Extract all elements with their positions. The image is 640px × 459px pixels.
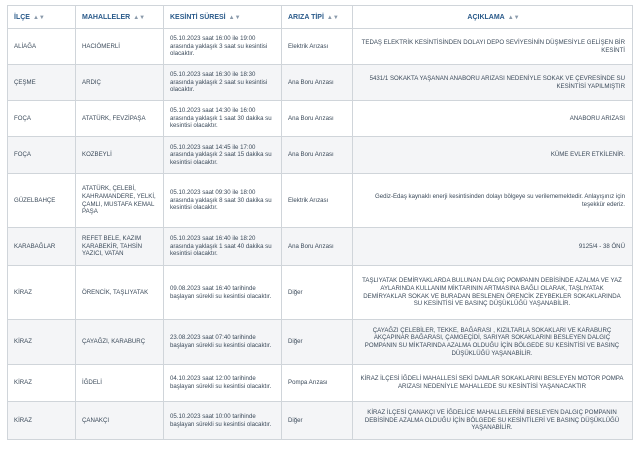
cell-ilce: KİRAZ: [7, 266, 75, 320]
cell-sure: 05.10.2023 saat 10:00 tarihinde başlayan sürekli su kesintisi olacaktır.: [163, 402, 281, 440]
cell-aciklama: TEDAŞ ELEKTRİK KESİNTİSİNDEN DOLAYI DEPO SEVİYESİNİN DÜŞMESİYLE GELİŞEN BİR KESİNTİ: [352, 29, 633, 65]
column-header-ilce[interactable]: İLÇE ▲▼: [7, 5, 75, 29]
cell-mahalle: İĞDELİ: [75, 365, 163, 402]
cell-sure: 05.10.2023 saat 16:40 ile 18:20 arasında yaklaşık 1 saat 40 dakika su kesintisi olacaktır.: [163, 228, 281, 266]
cell-ilce: ALİAĞA: [7, 29, 75, 65]
cell-tip: Ana Boru Arızası: [281, 228, 352, 266]
sort-arrows-icon[interactable]: ▲▼: [133, 14, 146, 21]
cell-tip: Ana Boru Arızası: [281, 65, 352, 101]
sort-arrows-icon[interactable]: ▲▼: [228, 14, 241, 21]
cell-aciklama: TAŞLIYATAK DEMİRYAKLARDA BULUNAN DALGIÇ POMPANIN DEBİSİNDE AZALMA VE YAZ AYLARINDA KULLANIM MİKTARININ ARTMASINA BAĞLI OLARAK, TAŞLIYATAK DEMİRYAKLAR SOKAK VE BURADAN BESLENEN ÖRENCİK ZEYBEKLER SOKAKLARINDA SU KESİNTİSİ VE BASINÇ DÜŞÜKLÜĞÜ YAŞANABİLİR.: [352, 266, 633, 320]
cell-tip: Diğer: [281, 320, 352, 365]
cell-aciklama: 9125/4 - 38 ÖNÜ: [352, 228, 633, 266]
sort-arrows-icon[interactable]: ▲▼: [507, 14, 520, 21]
cell-tip: Diğer: [281, 402, 352, 440]
cell-mahalle: ATATÜRK, FEVZİPAŞA: [75, 101, 163, 137]
cell-sure: 05.10.2023 saat 14:45 ile 17:00 arasında yaklaşık 2 saat 15 dakika su kesintisi olacaktır.: [163, 137, 281, 174]
cell-mahalle: ÖRENCİK, TAŞLIYATAK: [75, 266, 163, 320]
table-row: [7, 29, 633, 65]
cell-aciklama: 5431/1 SOKAKTA YAŞANAN ANABORU ARIZASI NEDENİYLE SOKAK VE ÇEVRESİNDE SU KESİNTİSİ YAPILMIŞTIR: [352, 65, 633, 101]
cell-sure: 05.10.2023 saat 14:30 ile 16:00 arasında yaklaşık 1 saat 30 dakika su kesintisi olacaktır.: [163, 101, 281, 137]
cell-mahalle: KOZBEYLİ: [75, 137, 163, 174]
table-row: [7, 266, 633, 320]
table-row: [7, 137, 633, 174]
cell-ilce: KİRAZ: [7, 402, 75, 440]
cell-sure: 05.10.2023 saat 16:00 ile 19:00 arasında yaklaşık 3 saat su kesintisi olacaktır.: [163, 29, 281, 65]
cell-ilce: KİRAZ: [7, 365, 75, 402]
cell-ilce: KİRAZ: [7, 320, 75, 365]
cell-aciklama: KİRAZ İLÇESİ ÇANAKÇI VE İĞDELİCE MAHALLELERİNİ BESLEYEN DALGIÇ POMPANIN DEBİSİNDE AZALMA OLDUĞU İÇİN BÖLGEDE SU KESİNTİLERİ VE BASINÇ DÜŞÜKLÜĞÜ YAŞANABİLİR.: [352, 402, 633, 440]
table-row: [7, 320, 633, 365]
sort-arrows-icon[interactable]: ▲▼: [32, 14, 45, 21]
cell-tip: Elektrik Arızası: [281, 174, 352, 228]
cell-sure: 23.08.2023 saat 07:40 tarihinde başlayan sürekli su kesintisi olacaktır.: [163, 320, 281, 365]
cell-tip: Diğer: [281, 266, 352, 320]
cell-mahalle: ÇAYAĞZI, KARABURÇ: [75, 320, 163, 365]
column-header-kesinti-suresi[interactable]: KESİNTİ SÜRESİ ▲▼: [163, 5, 281, 29]
cell-tip: Pompa Arızası: [281, 365, 352, 402]
cell-aciklama: ANABORU ARIZASI: [352, 101, 633, 137]
cell-mahalle: ÇANAKÇI: [75, 402, 163, 440]
cell-sure: 05.10.2023 saat 16:30 ile 18:30 arasında yaklaşık 2 saat su kesintisi olacaktır.: [163, 65, 281, 101]
cell-mahalle: ARDIÇ: [75, 65, 163, 101]
table-row: [7, 228, 633, 266]
table-row: [7, 174, 633, 228]
table-row: [7, 101, 633, 137]
cell-ilce: GÜZELBAHÇE: [7, 174, 75, 228]
cell-mahalle: ATATÜRK, ÇELEBİ, KAHRAMANDERE, YELKİ, ÇAMLI, MUSTAFA KEMAL PAŞA: [75, 174, 163, 228]
column-header-aciklama[interactable]: AÇIKLAMA ▲▼: [352, 5, 633, 29]
cell-aciklama: KİRAZ İLÇESİ İĞDELİ MAHALLESİ SEKİ DAMLAR SOKAKLARINI BESLEYEN MOTOR POMPA ARIZASI NEDENİYLE MAHALLEDE SU KESİNTİSİ YAŞANACAKTIR: [352, 365, 633, 402]
cell-sure: 05.10.2023 saat 09:30 ile 18:00 arasında yaklaşık 8 saat 30 dakika su kesintisi olacaktır.: [163, 174, 281, 228]
cell-mahalle: HACIÖMERLİ: [75, 29, 163, 65]
column-header-ariza-tipi[interactable]: ARIZA TİPİ ▲▼: [281, 5, 352, 29]
cell-ilce: ÇEŞME: [7, 65, 75, 101]
cell-tip: Elektrik Arızası: [281, 29, 352, 65]
column-header-mahalleler[interactable]: MAHALLELER ▲▼: [75, 5, 163, 29]
cell-ilce: FOÇA: [7, 137, 75, 174]
cell-sure: 04.10.2023 saat 12:00 tarihinde başlayan sürekli su kesintisi olacaktır.: [163, 365, 281, 402]
cell-sure: 09.08.2023 saat 16:40 tarihinde başlayan sürekli su kesintisi olacaktır.: [163, 266, 281, 320]
sort-arrows-icon[interactable]: ▲▼: [326, 14, 339, 21]
water-outage-table: [7, 5, 633, 440]
cell-tip: Ana Boru Arızası: [281, 101, 352, 137]
cell-mahalle: REFET BELE, KAZIM KARABEKİR, TAHSİN YAZICI, VATAN: [75, 228, 163, 266]
cell-aciklama: KÜME EVLER ETKİLENİR.: [352, 137, 633, 174]
cell-aciklama: Gediz-Edaş kaynaklı enerji kesintisinden dolayı bölgeye su verilememektedir. Anlayışınız için teşekkür ederiz.: [352, 174, 633, 228]
cell-tip: Ana Boru Arızası: [281, 137, 352, 174]
table-row: [7, 365, 633, 402]
cell-aciklama: ÇAYAĞZI ÇELEBİLER, TEKKE, BAĞARASI , KIZILTARLA SOKAKLARI VE KARABURÇ AKÇAPINAR BAĞARASI, ÇAMGEÇİDİ, SARIYAR SOKAKLARINI BESLEYEN DALGIÇ POMPANIN SU MİKTARINDA AZALMA OLDUĞU İÇİN BÖLGEDE SU KESİNTİSİ VE BASINÇ DÜŞÜKLÜĞÜ YAŞANABİLİR.: [352, 320, 633, 365]
cell-ilce: KARABAĞLAR: [7, 228, 75, 266]
table-row: [7, 402, 633, 440]
table-header-row: [7, 5, 633, 29]
cell-ilce: FOÇA: [7, 101, 75, 137]
table-row: [7, 65, 633, 101]
